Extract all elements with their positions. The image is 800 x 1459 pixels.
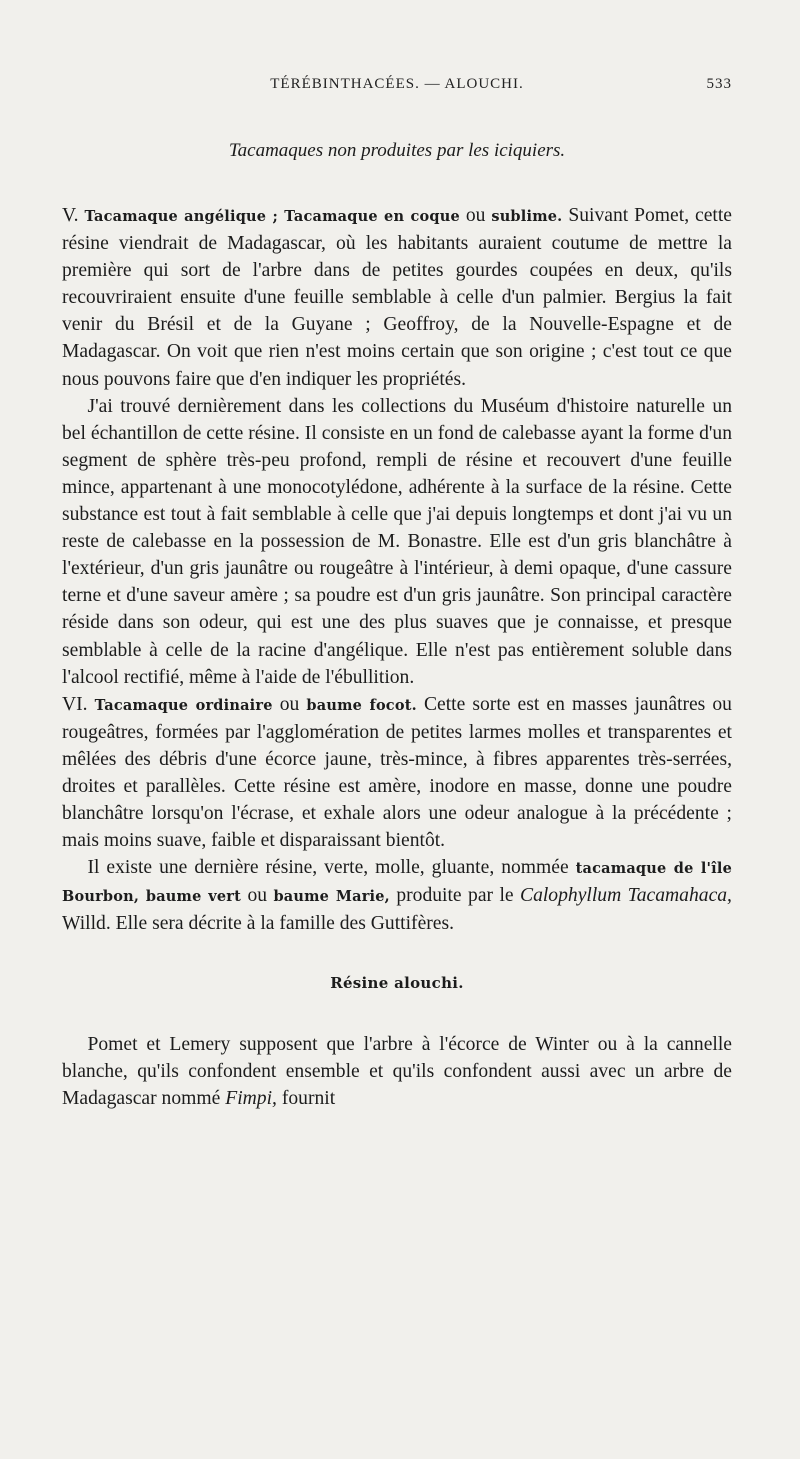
page-number: 533 bbox=[706, 76, 732, 92]
entry-label-conjunction: ou bbox=[465, 205, 486, 226]
entry-numeral: VI. bbox=[62, 693, 88, 715]
running-title: TÉRÉBINTHACÉES. — ALOUCHI. bbox=[270, 76, 524, 92]
last-resin-paragraph bbox=[62, 854, 732, 937]
species-name: Calophyllum Tacamahaca, bbox=[520, 885, 732, 907]
paragraph-text: Il existe une dernière résine, verte, molle, gluante, nommée bbox=[87, 857, 569, 879]
entry-label: Tacamaque angélique ; Tacamaque en coque bbox=[84, 208, 460, 225]
entry-label: tacamaque de l'île Bourbon, baume vert bbox=[62, 860, 733, 906]
subheading: Résine alouchi. bbox=[330, 973, 464, 992]
section-title: Tacamaques non produites par les iciquiers. bbox=[228, 140, 566, 161]
main-text bbox=[62, 202, 732, 1112]
entry-label: sublime. bbox=[491, 208, 563, 225]
entry-v-heading-paragraph bbox=[62, 202, 732, 393]
italic-term: Fimpi, bbox=[225, 1087, 277, 1109]
entry-numeral: V. bbox=[62, 205, 79, 226]
paragraph-text: Pomet et Lemery supposent que l'arbre à l'écorce de Winter ou à la cannelle blanche, qu'ils confondent ensemble et qu'ils confondent aussi avec un arbre de Madagascar nommé bbox=[62, 1033, 732, 1109]
entry-label: baume focot. bbox=[306, 696, 417, 714]
paragraph-text: Suivant Pomet, cette résine viendrait de Madagascar, où les habitants auraient coutume de mettre la première qui sort de l'arbre dans de petites gourdes coupées en deux, qu'ils recouvriraient ensuite d'une feuille semblable à celle d'un palmier. Bergius la fait venir du Brésil et de la Guyane ; Geoffroy, de la Nouvelle-Espagne et de Madagascar. On voit que rien n'est moins certain que son origine ; c'est tout ce que nous pouvons faire que d'en indiquer les propriétés. bbox=[62, 205, 732, 390]
paragraph-text: Cette sorte est en masses jaunâtres ou rougeâtres, formées par l'agglomération de petites larmes molles et transparentes et mêlées des débris d'une écorce jaune, très-mince, à fibres apparentes très-serrées, droites et parallèles. Cette résine est amère, inodore en masse, donne une poudre blanchâtre lorsqu'on l'écrase, et exhale alors une odeur analogue à la précédente ; mais moins suave, faible et disparaissant bientôt. bbox=[62, 693, 732, 852]
paragraph-text: fournit bbox=[281, 1087, 336, 1109]
running-head bbox=[62, 76, 732, 100]
paragraph: J'ai trouvé dernièrement dans les collections du Muséum d'histoire naturelle un bel échantillon de cette résine. Il consiste en un fond de calebasse ayant la forme d'un segment de sphère très-peu profond, rempli de résine et recouvert d'une feuille mince, appartenant à une monocotylédone, adhérente à la surface de la résine. Cette substance est tout à fait semblable à celle que j'ai depuis longtemps et dont j'ai vu un reste de calebasse en la possession de M. Bonastre. Elle est d'un gris blanchâtre à l'extérieur, d'un gris jaunâtre ou rougeâtre à l'intérieur, à demi opaque, d'une cassure terne et d'une saveur amère ; sa poudre est d'un gris jaunâtre. Son principal caractère réside dans son odeur, qui est une des plus suaves que je connaisse, et presque semblable à celle de la racine d'angélique. Elle n'est pas entièrement soluble dans l'alcool rectifié, même à l'aide de l'ébullition. bbox=[62, 395, 732, 688]
entry-label-conjunction: ou bbox=[279, 693, 300, 715]
final-paragraph bbox=[62, 1031, 732, 1112]
entry-vi-paragraph bbox=[62, 691, 732, 855]
entry-label: Tacamaque ordinaire bbox=[94, 696, 273, 714]
paragraph-text: Willd. Elle sera décrite à la famille des Guttifères. bbox=[62, 913, 455, 935]
entry-label-conjunction: ou bbox=[247, 885, 268, 907]
entry-label: baume Marie, bbox=[273, 888, 390, 906]
paragraph-text: produite par le bbox=[396, 885, 514, 907]
